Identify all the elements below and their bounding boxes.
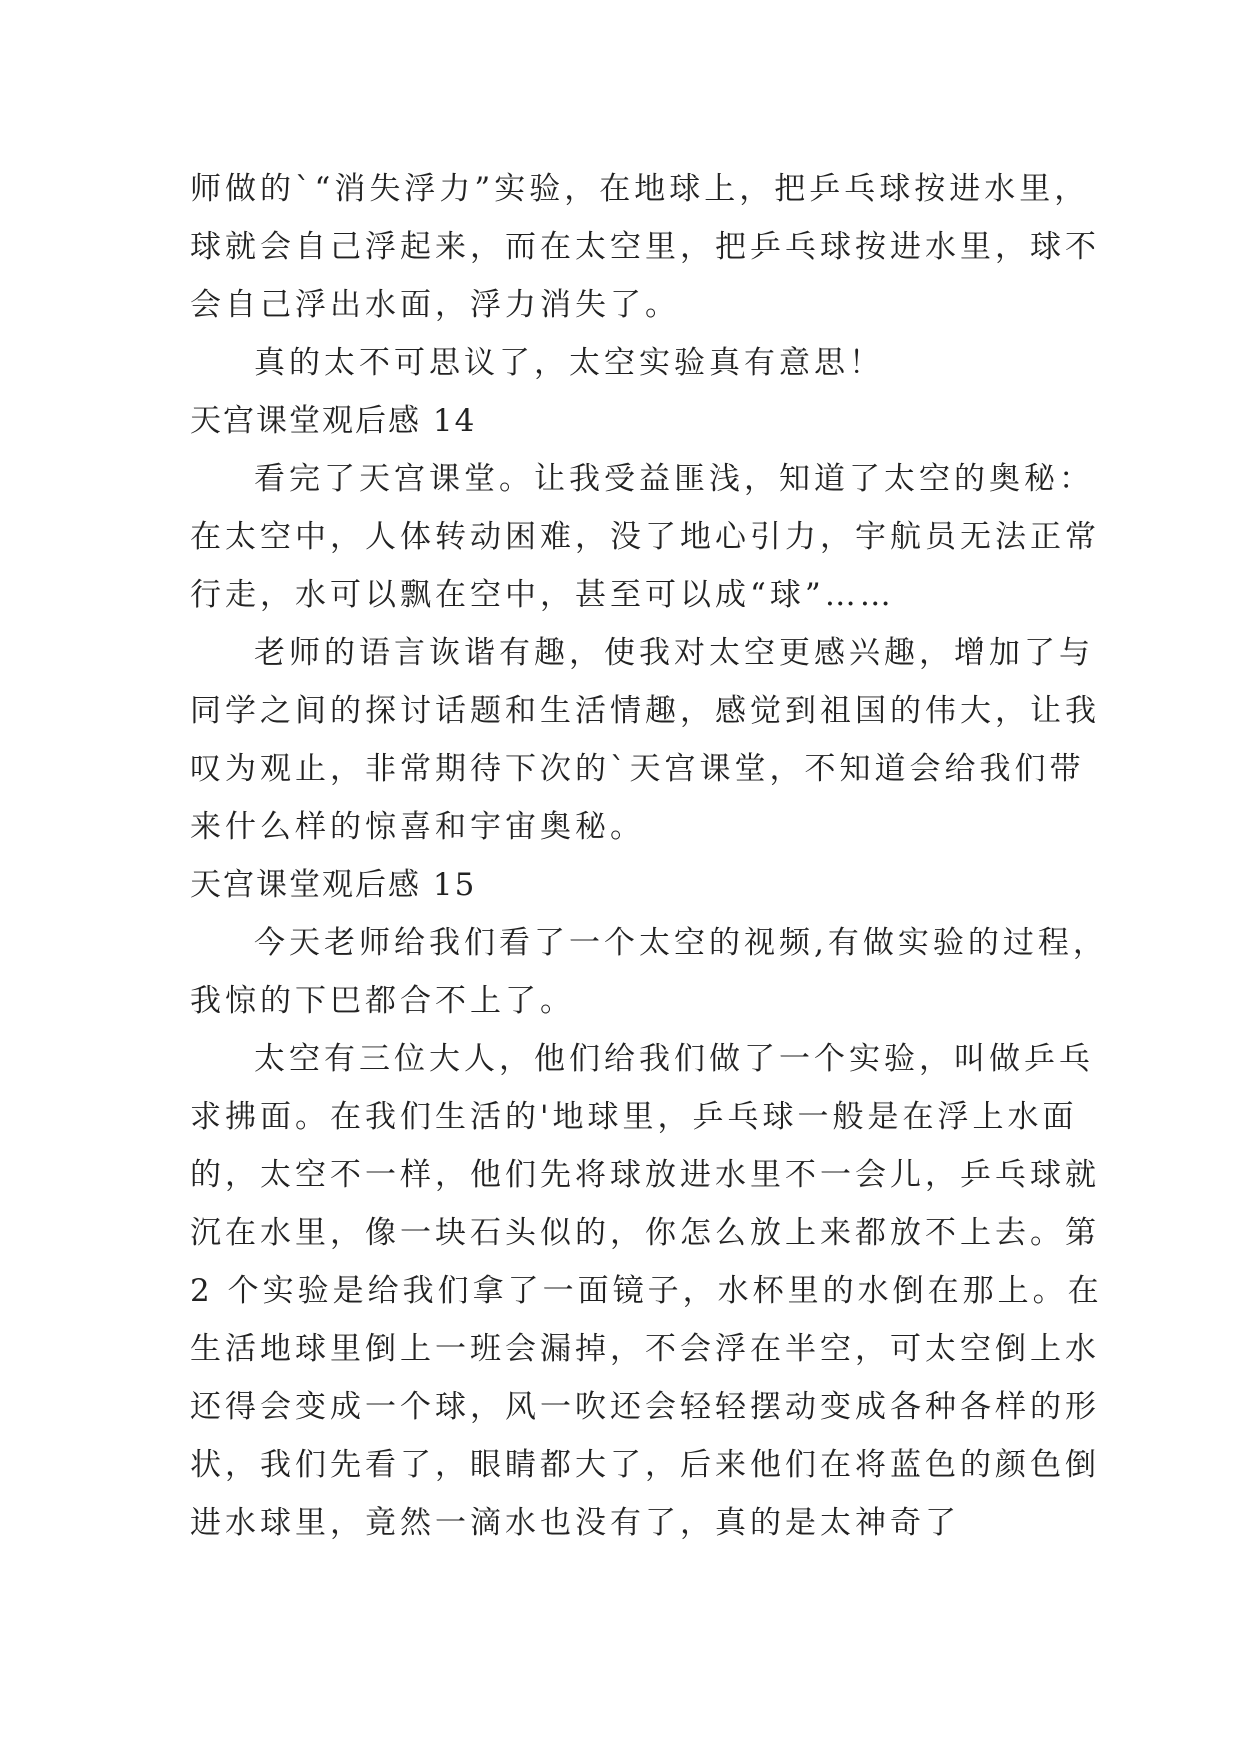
text-line: 状，我们先看了，眼睛都大了，后来他们在将蓝色的颜色倒 (190, 1447, 1100, 1483)
text-line: 还得会变成一个球，风一吹还会轻轻摆动变成各种各样的形 (190, 1389, 1100, 1425)
paragraph-experiments (190, 1030, 1103, 1552)
paragraph-floating-experiment-end (190, 160, 1100, 334)
text-line: 沉在水里，像一块石头似的，你怎么放上来都放不上去。第 (190, 1215, 1100, 1251)
text-line: 看完了天宫课堂。让我受益匪浅，知道了太空的奥秘： (254, 461, 1094, 497)
paragraph-teacher-language (190, 624, 1100, 856)
text-line: 进水球里，竟然一滴水也没有了，真的是太神奇了 (190, 1505, 960, 1541)
text-line: 在太空中，人体转动困难，没了地心引力，宇航员无法正常 (190, 519, 1100, 555)
text-line: 今天老师给我们看了一个太空的视频,有做实验的过程， (254, 925, 1108, 961)
text-line: 求拂面。在我们生活的'地球里，乒乓球一般是在浮上水面 (190, 1099, 1078, 1135)
document-body (190, 160, 1108, 1552)
text-line: 老师的语言诙谐有趣，使我对太空更感兴趣，增加了与 (254, 635, 1094, 671)
section-heading-15 (190, 856, 1060, 914)
text-line: 真的太不可思议了，太空实验真有意思！ (254, 345, 884, 381)
paragraph-space-secrets (190, 450, 1100, 624)
text-line: 球就会自己浮起来，而在太空里，把乒乓球按进水里，球不 (190, 229, 1100, 265)
text-line: 来什么样的惊喜和宇宙奥秘。 (190, 809, 645, 845)
text-line: 会自己浮出水面，浮力消失了。 (190, 287, 680, 323)
paragraph-amazing (190, 334, 1060, 392)
paragraph-space-video (190, 914, 1108, 1030)
heading-text: 天宫课堂观后感 14 (190, 403, 477, 439)
heading-text: 天宫课堂观后感 15 (190, 867, 477, 903)
text-line: 的，太空不一样，他们先将球放进水里不一会儿，乒乓球就 (190, 1157, 1100, 1193)
text-line: 生活地球里倒上一班会漏掉，不会浮在半空，可太空倒上水 (190, 1331, 1100, 1367)
section-heading-14 (190, 392, 1060, 450)
text-line: 行走，水可以飘在空中，甚至可以成“球”…… (190, 577, 895, 613)
text-line: 我惊的下巴都合不上了。 (190, 983, 575, 1019)
text-line: 2 个实验是给我们拿了一面镜子，水杯里的水倒在那上。在 (190, 1273, 1103, 1309)
text-line: 叹为观止，非常期待下次的`天宫课堂，不知道会给我们带 (190, 751, 1085, 787)
text-line: 太空有三位大人，他们给我们做了一个实验，叫做乒乓 (254, 1041, 1094, 1077)
text-line: 同学之间的探讨话题和生活情趣，感觉到祖国的伟大，让我 (190, 693, 1100, 729)
text-line: 师做的`“消失浮力”实验，在地球上，把乒乓球按进水里， (190, 171, 1090, 207)
